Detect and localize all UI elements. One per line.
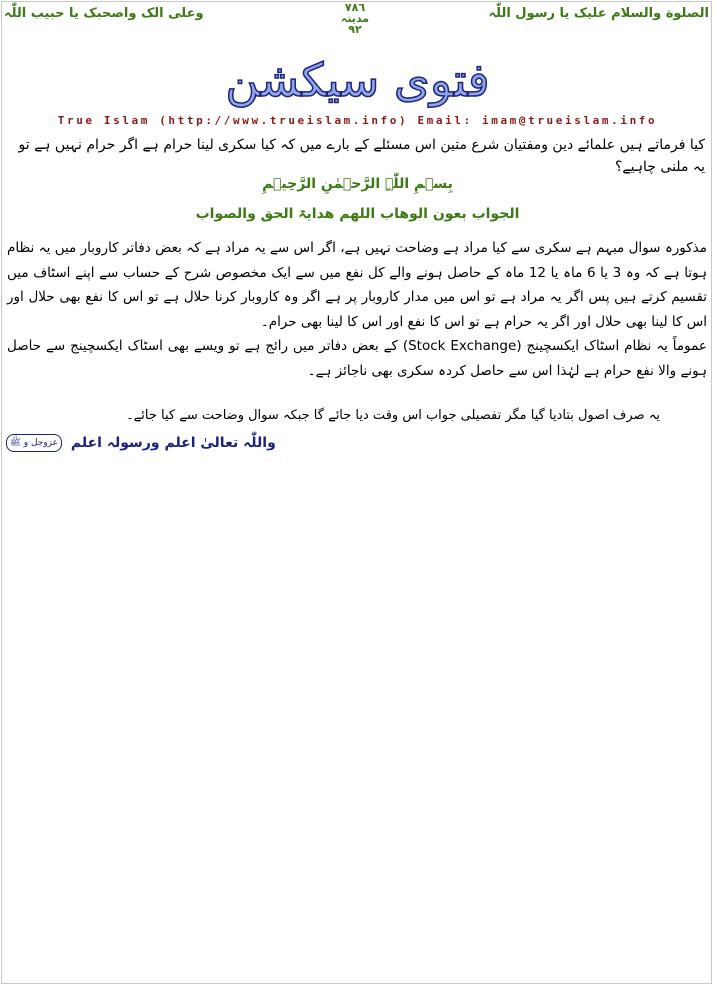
reference-number-bottom: ٩٢	[348, 23, 362, 36]
header-salutation-right: الصلوة والسلام علیک یا رسول اللّٰہ	[488, 6, 709, 21]
question-text: کیا فرماتے ہیں علمائے دین ومفتیان شرع متین اس مسئلے کے بارے میں کہ کیا سکری لینا حرام ہے اگر حرام نہیں ہے تو یہ ملنی چاہیے؟	[18, 137, 705, 175]
page-title: فتوی سیکشن	[225, 53, 490, 107]
reference-word: مدینہ	[340, 12, 370, 25]
reference-number-top: ٧٨٦	[344, 1, 366, 14]
header-reference-emblem	[335, 2, 375, 35]
answer-paragraph-1: مذکورہ سوال مبہم ہے سکری سے کیا مراد ہے وضاحت نہیں ہے، اگر اس سے یہ مراد ہے کہ بعض دفاتر کاروبار میں یہ نظام ہوتا ہے کہ وہ 3 یا 6 ماہ یا 12 ماہ کے حاصل ہونے والے کل نفع میں سے ایک مخصوص شرح کے حساب سے اپنے اسٹاف میں تقسیم کرتے ہیں پس اگر یہ مراد ہے تو اس میں مدار کاروبار پر ہے اگر وہ کاروبار کرنا حلال ہے تو اس کا نفع بھی حلال اور اس کا لینا بھی حلال اور اگر یہ حرام ہے تو اس کا نفع اور اس کا لینا بھی حرام۔	[7, 240, 708, 330]
answer-body	[7, 236, 707, 383]
header-salutation-left: وعلی الک واصحبک یا حبیب اللّٰہ	[4, 6, 204, 21]
bismillah-heading: بِسۡمِ اللّٰہِ الرَّحۡمٰنِ الرَّحِیۡمِ	[262, 176, 453, 192]
site-contact-line: True Islam (http://www.trueislam.info) Email: imam@trueislam.info	[57, 114, 658, 127]
honorific-emblem: عزوجل و ﷺ	[6, 434, 62, 452]
clarification-note: یہ صرف اصول بتادیا گیا مگر تفصیلی جواب اس وقت دیا جائے گا جبکہ سوال وضاحت سے کیا جائے۔	[126, 408, 660, 423]
answer-heading: الجواب بعون الوھاب اللھم ھدایۃ الحق والصواب	[195, 206, 520, 222]
closing-phrase	[6, 434, 276, 452]
closing-text: واللّٰہ تعالیٰ اعلم ورسولہ اعلم	[70, 435, 276, 451]
answer-paragraph-2: عموماً یہ نظام اسٹاک ایکسچینج (Stock Exchange) کے بعض دفاتر میں رائج ہے تو ویسے بھی اسٹاک ایکسچینج سے حاصل ہونے والا نفع حرام ہے لہٰذا اس سے حاصل کردہ سکری بھی ناجائز ہے۔	[7, 338, 707, 379]
